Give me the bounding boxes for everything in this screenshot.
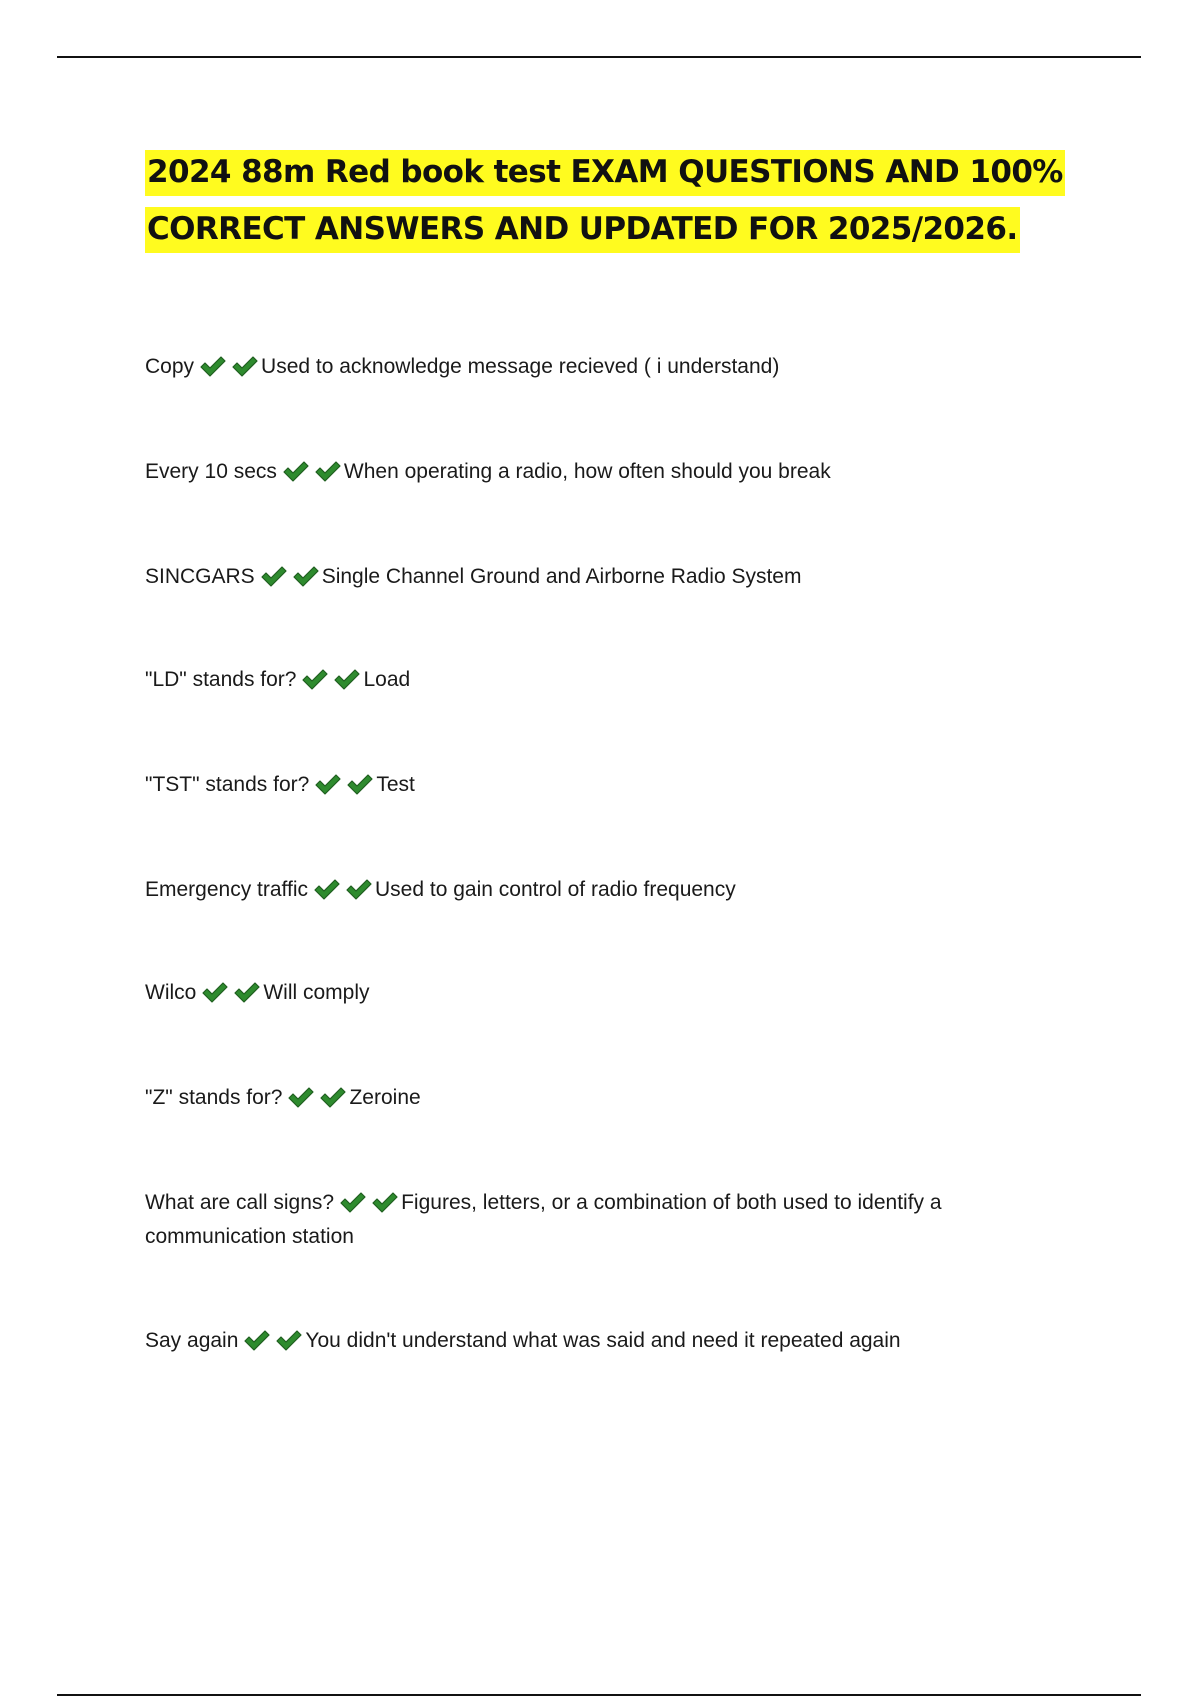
check-icon <box>371 1191 398 1213</box>
bottom-rule <box>57 1694 1141 1696</box>
check-icon <box>313 878 340 900</box>
qa-answer: Load <box>363 668 411 691</box>
qa-question: Emergency traffic <box>145 878 309 901</box>
check-icon <box>243 1329 270 1351</box>
qa-question: "LD" stands for? <box>145 668 297 691</box>
qa-answer: Figures, letters, or a combination of both used to identify a communication station <box>145 1191 942 1248</box>
check-icon <box>346 773 373 795</box>
check-icon <box>314 460 341 482</box>
check-icon <box>260 565 287 587</box>
qa-item <box>145 1186 1045 1254</box>
qa-answer: When operating a radio, how often should you break <box>343 460 831 483</box>
top-rule <box>57 56 1141 58</box>
qa-item <box>145 455 1045 489</box>
qa-item <box>145 663 1045 697</box>
qa-answer: You didn't understand what was said and need it repeated again <box>305 1329 901 1352</box>
qa-question: Every 10 secs <box>145 460 277 483</box>
page-title <box>145 144 1085 258</box>
qa-answer: Zeroine <box>349 1086 421 1109</box>
check-icon <box>201 981 228 1003</box>
qa-item <box>145 1324 1045 1358</box>
qa-item <box>145 350 1045 384</box>
check-icon <box>345 878 372 900</box>
qa-item <box>145 976 1045 1010</box>
qa-item <box>145 873 1045 907</box>
qa-question: Copy <box>145 355 195 378</box>
qa-question: Say again <box>145 1329 239 1352</box>
qa-question: What are call signs? <box>145 1191 335 1214</box>
check-icon <box>339 1191 366 1213</box>
qa-answer: Single Channel Ground and Airborne Radio System <box>321 565 802 588</box>
check-icon <box>233 981 260 1003</box>
check-icon <box>314 773 341 795</box>
qa-item <box>145 768 1045 802</box>
check-icon <box>292 565 319 587</box>
qa-question: Wilco <box>145 981 197 1004</box>
qa-item <box>145 1081 1045 1115</box>
title-highlight: 2024 88m Red book test EXAM QUESTIONS AND 100% CORRECT ANSWERS AND UPDATED FOR 2025/2026. <box>145 150 1065 253</box>
check-icon <box>301 668 328 690</box>
qa-question: "TST" stands for? <box>145 773 310 796</box>
check-icon <box>199 355 226 377</box>
qa-item <box>145 560 1045 594</box>
qa-question: "Z" stands for? <box>145 1086 283 1109</box>
qa-answer: Test <box>376 773 415 796</box>
qa-question: SINCGARS <box>145 565 255 588</box>
check-icon <box>319 1086 346 1108</box>
check-icon <box>231 355 258 377</box>
check-icon <box>333 668 360 690</box>
check-icon <box>282 460 309 482</box>
check-icon <box>275 1329 302 1351</box>
qa-answer: Used to acknowledge message recieved ( i understand) <box>261 355 780 378</box>
check-icon <box>287 1086 314 1108</box>
qa-answer: Will comply <box>263 981 370 1004</box>
qa-answer: Used to gain control of radio frequency <box>375 878 736 901</box>
